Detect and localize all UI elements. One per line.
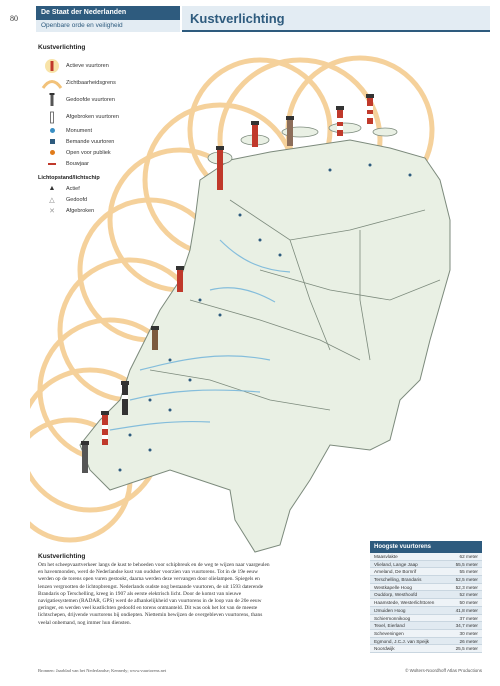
table-row xyxy=(370,599,482,607)
light-extinguished-icon: △ xyxy=(49,196,55,204)
article xyxy=(38,553,273,627)
title-bar xyxy=(182,6,490,32)
tower-name: Texel, Eierland xyxy=(374,623,405,629)
lightship-title: Lichtopstand/lichtschip xyxy=(38,175,100,181)
legend-label: Gedoofd xyxy=(66,196,88,203)
tower-name: Ouddorp, Westhoofd xyxy=(374,592,418,598)
build-year-icon xyxy=(48,163,56,165)
tower-height: 37 meter xyxy=(459,615,478,621)
table-row xyxy=(370,561,482,569)
tower-name: Noordwijk xyxy=(374,646,395,652)
tower-height: 50 meter xyxy=(459,600,478,606)
tower-height: 62 meter xyxy=(459,554,478,559)
manned-icon xyxy=(50,139,55,144)
lighthouse-icon xyxy=(101,411,109,445)
tower-height: 55 meter xyxy=(459,569,478,575)
tower-height: 30 meter xyxy=(459,630,478,636)
chapter-title: Openbare orde en veiligheid xyxy=(36,20,180,32)
table-row xyxy=(370,584,482,592)
article-title: Kustverlichting xyxy=(38,553,86,560)
monument-icon xyxy=(50,128,55,133)
table-row xyxy=(370,591,482,599)
legend-item xyxy=(38,183,158,194)
extinguished-lighthouse-icon xyxy=(46,93,58,107)
legend-item xyxy=(38,147,158,158)
table-row xyxy=(370,638,482,646)
legend-label: Zichtbaarheidsgrens xyxy=(66,79,116,86)
legend-item xyxy=(38,194,158,205)
light-demolished-icon: ✕ xyxy=(49,207,55,215)
legend-label: Gedoofde vuurtoren xyxy=(66,96,115,103)
tower-height: 41,8 meter xyxy=(455,607,478,613)
island xyxy=(373,128,397,136)
lighthouse-icon xyxy=(336,106,344,136)
table-row xyxy=(370,622,482,630)
lighthouse-icon xyxy=(176,266,184,292)
table-row xyxy=(370,630,482,638)
page-title: Kustverlichting xyxy=(190,11,285,26)
tower-name: Scheveningen xyxy=(374,630,404,636)
series-title: De Staat der Nederlanden xyxy=(36,6,180,20)
tower-height: 52,5 meter xyxy=(455,577,478,583)
table-row xyxy=(370,568,482,576)
lighthouse-icon xyxy=(121,381,129,415)
article-body: Om het scheepvaartverkeer langs de kust te behoeden voor schipbreuk en de weg te wijzen naar vaargeulen en havenmonden, werd de Nederlandse kust van oudsher voorzien van vuurtorens. Tot in de 19e eeuw werden op de torens open vuren gestookt, daarna werden deze vervangen door olielampen. Spiegels en lenzen vergrootten de lichtopbrengst. Nederlands oudste nog bestaande vuurtoren, de uit 1593 daterende Brandaris op Terschelling, kreeg in 1907 als eerste elektrisch licht. Door de komst van nieuwe navigatiesystemen (RADAR, GPS) werd de afhankelijkheid van vuurtorens in de loop van de 20e eeuw geringer, en werden veel kustlichten gedoofd en torens ontmanteld. Dit was ook het lot van de meeste lichtschepen, drijvende vuurtorens bij ondiepten. Niettemin bewijzen de overgebleven vuurtorens, thans veelal onbemand, nog immer hun diensten. xyxy=(38,562,270,626)
lighthouse-icon xyxy=(251,121,259,147)
demolished-lighthouse-icon xyxy=(46,110,58,124)
lighthouse-icon xyxy=(366,94,374,124)
tower-name: Egmond, J.C.J. van Speijk xyxy=(374,638,429,644)
legend-title: Kustverlichting xyxy=(38,44,86,51)
legend-label: Afgebroken xyxy=(66,207,95,214)
table-row xyxy=(370,553,482,561)
lighthouse-icon xyxy=(286,116,294,146)
tower-name: IJmuiden Hoog xyxy=(374,607,406,613)
legend-label: Open voor publiek xyxy=(66,149,111,156)
legend-label: Bouwjaar xyxy=(66,160,89,167)
legend-item xyxy=(38,91,158,108)
light-active-icon: ▲ xyxy=(48,185,56,192)
tower-height: 55,5 meter xyxy=(455,561,478,567)
island xyxy=(329,123,361,133)
table-row xyxy=(370,645,482,653)
tower-name: Schiermonnikoog xyxy=(374,615,411,621)
towers-table xyxy=(370,541,482,653)
tower-name: Haamstede, Westerlichttoren xyxy=(374,600,435,606)
tower-height: 52 meter xyxy=(459,592,478,598)
legend-item xyxy=(38,108,158,125)
legend xyxy=(38,44,158,216)
tower-height: 34,7 meter xyxy=(455,623,478,629)
footer-credit: © Wolters-Noordhoff Atlas Productions xyxy=(405,668,482,673)
public-icon xyxy=(50,150,55,155)
lighthouse-icon xyxy=(216,146,224,190)
legend-label: Actieve vuurtoren xyxy=(66,62,109,69)
lighthouse-icon xyxy=(81,441,89,473)
tower-name: Vlieland, Lange Jaap xyxy=(374,561,418,567)
visibility-arc-icon xyxy=(41,77,63,89)
active-lighthouse-icon xyxy=(44,58,60,74)
legend-item xyxy=(38,136,158,147)
legend-label: Afgebroken vuurtoren xyxy=(66,113,119,120)
tower-name: Maasvlakte xyxy=(374,554,398,559)
tower-height: 26 meter xyxy=(459,638,478,644)
legend-item xyxy=(38,74,158,91)
legend-label: Monument xyxy=(66,127,92,134)
lighthouse-icon xyxy=(151,326,159,350)
footer-source: Bronnen: Jaarblad van het Nederlandse; Kennedy; www.vuurtorens.net xyxy=(38,668,167,673)
table-row xyxy=(370,607,482,615)
legend-item xyxy=(38,57,158,74)
tower-height: 25,5 meter xyxy=(455,646,478,652)
legend-label: Actief xyxy=(66,185,80,192)
table-row xyxy=(370,576,482,584)
tower-name: Terschelling, Brandaris xyxy=(374,577,422,583)
tower-height: 52,3 meter xyxy=(455,584,478,590)
legend-item xyxy=(38,125,158,136)
tower-name: Ameland, De Bornrif xyxy=(374,569,417,575)
table-row xyxy=(370,615,482,623)
legend-label: Bemande vuurtoren xyxy=(66,138,115,145)
legend-item xyxy=(38,158,158,169)
towers-title: Hoogste vuurtorens xyxy=(370,541,482,553)
page-number: 80 xyxy=(10,14,18,23)
tower-name: Westkapelle Hoog xyxy=(374,584,412,590)
legend-item xyxy=(38,205,158,216)
